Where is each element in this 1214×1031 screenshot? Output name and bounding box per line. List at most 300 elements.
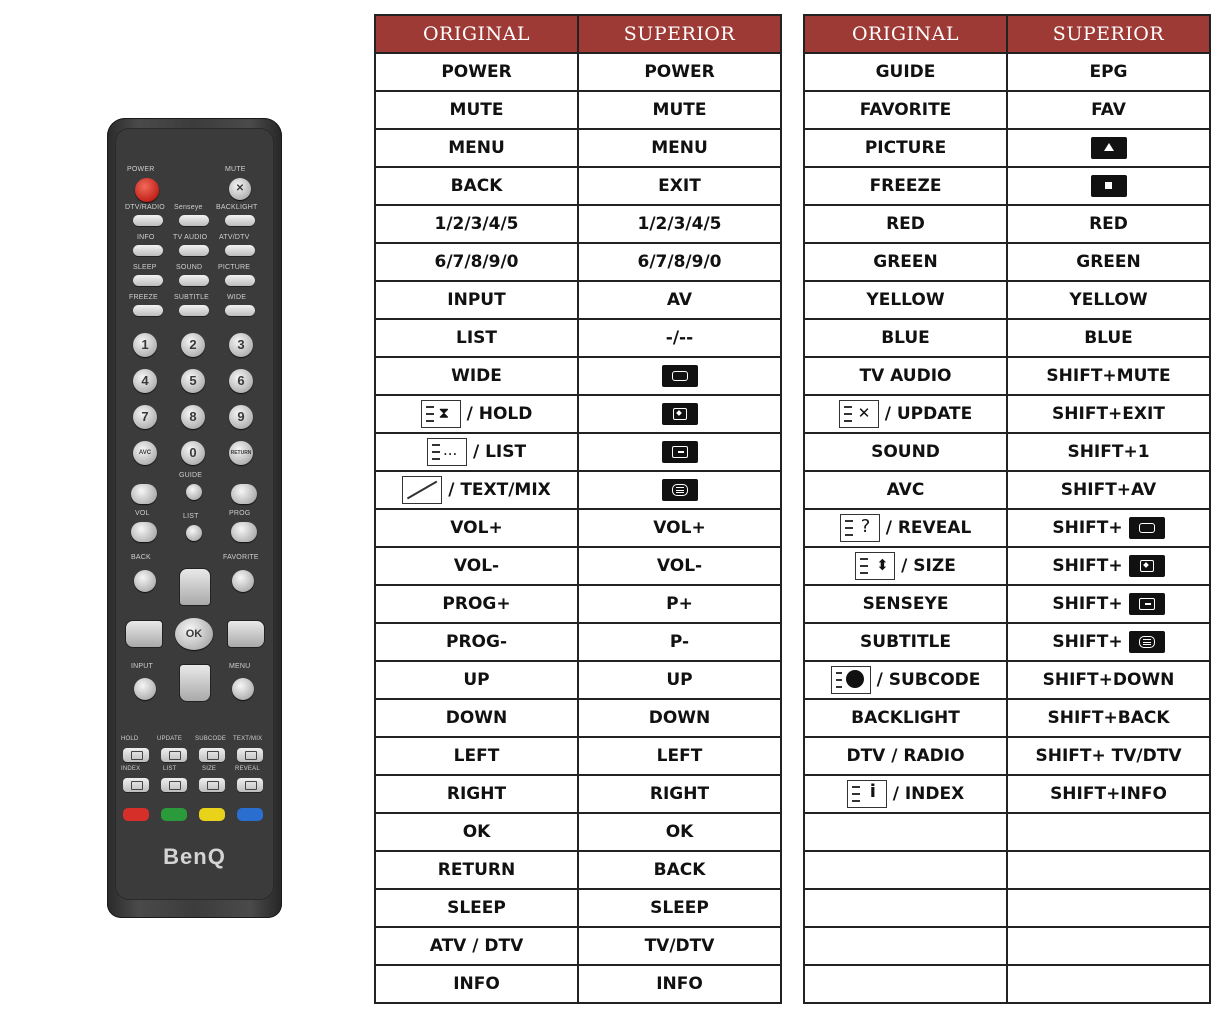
- original-label: SOUND: [871, 442, 940, 462]
- mute-button[interactable]: [229, 178, 251, 200]
- superior-cell: [1007, 889, 1210, 927]
- original-label: INFO: [453, 974, 500, 994]
- index-button[interactable]: [123, 778, 149, 792]
- atv-dtv-button[interactable]: [225, 245, 255, 256]
- original-cell: [375, 395, 578, 433]
- update-label: UPDATE: [157, 736, 183, 742]
- original-cell: [375, 623, 578, 661]
- hold-button[interactable]: [123, 748, 149, 762]
- superior-label: BACK: [653, 860, 706, 880]
- table-row: [804, 243, 1210, 281]
- original-cell: [375, 167, 578, 205]
- superior-cell: [578, 281, 781, 319]
- original-label: AVC: [886, 480, 925, 500]
- superior-label: SHIFT+EXIT: [1052, 404, 1165, 424]
- sound-label: SOUND: [176, 264, 203, 271]
- table-row: [375, 129, 781, 167]
- up-arrow-button[interactable]: [179, 568, 211, 606]
- superior-cell: [578, 737, 781, 775]
- original-label: YELLOW: [866, 290, 945, 310]
- wide-block-icon: [662, 365, 698, 387]
- teletext-list-icon: ...: [427, 438, 467, 466]
- table-row: [375, 547, 781, 585]
- backlight-button[interactable]: [225, 215, 255, 226]
- original-label: PROG-: [445, 632, 507, 652]
- tv-audio-button[interactable]: [179, 245, 209, 256]
- superior-cell: [1007, 91, 1210, 129]
- table-row: [375, 775, 781, 813]
- subtitle-button[interactable]: [179, 305, 209, 316]
- superior-label: VOL-: [656, 556, 703, 576]
- superior-label: LEFT: [656, 746, 703, 766]
- superior-cell: [578, 395, 781, 433]
- superior-cell: [1007, 927, 1210, 965]
- table-row: [375, 205, 781, 243]
- superior-label: OK: [665, 822, 694, 842]
- superior-label: DOWN: [648, 708, 711, 728]
- digit-5-button[interactable]: 5: [181, 369, 205, 393]
- original-label: SENSEYE: [862, 594, 949, 614]
- original-cell: [804, 889, 1007, 927]
- list-label: LIST: [183, 513, 199, 520]
- tv-audio-label: TV AUDIO: [173, 234, 208, 241]
- vol-up-button[interactable]: [131, 484, 157, 504]
- superior-cell: [1007, 965, 1210, 1003]
- teletext-subcode-icon: [831, 666, 871, 694]
- original-label: DOWN: [445, 708, 508, 728]
- table-row: [804, 775, 1210, 813]
- superior-cell: [578, 889, 781, 927]
- superior-cell: [1007, 509, 1210, 547]
- original-label: VOL+: [450, 518, 503, 538]
- left-arrow-button[interactable]: [125, 620, 163, 648]
- sleep-button[interactable]: [133, 275, 163, 286]
- atv-dtv-label: ATV/DTV: [219, 234, 250, 241]
- list-block-icon: [662, 441, 698, 463]
- superior-cell: [578, 851, 781, 889]
- teletext-index-icon: i: [847, 780, 887, 808]
- digit-8-button[interactable]: 8: [181, 405, 205, 429]
- superior-cell: [1007, 547, 1210, 585]
- table-row: [375, 965, 781, 1003]
- original-label: / TEXT/MIX: [448, 480, 551, 500]
- superior-cell: [1007, 205, 1210, 243]
- original-cell: [804, 623, 1007, 661]
- table-row: [804, 661, 1210, 699]
- original-cell: [804, 471, 1007, 509]
- table-row: [804, 53, 1210, 91]
- superior-cell: [1007, 623, 1210, 661]
- superior-label: FAV: [1091, 100, 1126, 120]
- original-label: POWER: [441, 62, 512, 82]
- superior-label: P+: [666, 594, 693, 614]
- blue-button[interactable]: [237, 808, 263, 821]
- original-cell: [804, 661, 1007, 699]
- superior-cell: [578, 661, 781, 699]
- original-label: ATV / DTV: [429, 936, 524, 956]
- original-label: 1/2/3/4/5: [434, 214, 519, 234]
- picture-button[interactable]: [225, 275, 255, 286]
- table-row: [804, 585, 1210, 623]
- original-label: WIDE: [451, 366, 502, 386]
- original-label: SLEEP: [447, 898, 506, 918]
- superior-label: SHIFT+: [1052, 556, 1123, 576]
- table-header-row: [375, 15, 781, 53]
- original-label: / HOLD: [466, 404, 533, 424]
- power-label: POWER: [127, 166, 155, 173]
- teletext-update-icon: ✕: [839, 400, 879, 428]
- table-row: [804, 471, 1210, 509]
- original-label: FREEZE: [869, 176, 942, 196]
- original-cell: [375, 319, 578, 357]
- original-cell: [804, 813, 1007, 851]
- original-cell: [804, 547, 1007, 585]
- table-row: [375, 737, 781, 775]
- original-label: PICTURE: [864, 138, 947, 158]
- original-label: RETURN: [437, 860, 516, 880]
- original-cell: [375, 433, 578, 471]
- column-header-superior: SUPERIOR: [1007, 15, 1210, 53]
- original-cell: [804, 775, 1007, 813]
- original-label: DTV / RADIO: [846, 746, 965, 766]
- sleep-label: SLEEP: [133, 264, 157, 271]
- table-row: [804, 433, 1210, 471]
- superior-cell: [1007, 53, 1210, 91]
- superior-cell: [1007, 661, 1210, 699]
- textmix-block-icon: [1129, 631, 1165, 653]
- info-label: INFO: [137, 234, 155, 241]
- digit-4-button[interactable]: 4: [133, 369, 157, 393]
- table-row: [804, 813, 1210, 851]
- table-row: [804, 889, 1210, 927]
- picture-label: PICTURE: [218, 264, 251, 271]
- menu-label: MENU: [229, 663, 251, 670]
- senseye-button[interactable]: [179, 215, 209, 226]
- table-row: [804, 205, 1210, 243]
- size-button[interactable]: [199, 778, 225, 792]
- table-row: [804, 965, 1210, 1003]
- superior-label: MUTE: [652, 100, 707, 120]
- superior-label: SHIFT+BACK: [1047, 708, 1170, 728]
- original-cell: [375, 699, 578, 737]
- superior-cell: [578, 623, 781, 661]
- superior-label: SHIFT+INFO: [1050, 784, 1167, 804]
- original-label: LEFT: [453, 746, 500, 766]
- superior-cell: [578, 357, 781, 395]
- input-label: INPUT: [131, 663, 153, 670]
- back-label: BACK: [131, 554, 151, 561]
- textmix-label: TEXT/MIX: [233, 736, 263, 742]
- original-label: RIGHT: [446, 784, 507, 804]
- down-arrow-button[interactable]: [179, 664, 211, 702]
- teletext-hold-icon: ⧗: [421, 400, 461, 428]
- superior-cell: [1007, 851, 1210, 889]
- superior-label: 6/7/8/9/0: [637, 252, 722, 272]
- original-cell: [804, 737, 1007, 775]
- list-block-icon: [1129, 593, 1165, 615]
- table-row: [375, 433, 781, 471]
- prog-up-button[interactable]: [231, 484, 257, 504]
- superior-label: AV: [666, 290, 693, 310]
- table-row: [375, 851, 781, 889]
- table-row: [375, 889, 781, 927]
- original-cell: [375, 509, 578, 547]
- textmix-block-icon: [662, 479, 698, 501]
- freeze-button[interactable]: [133, 305, 163, 316]
- superior-label: -/--: [665, 328, 694, 348]
- superior-label: TV/DTV: [644, 936, 715, 956]
- superior-cell: [578, 547, 781, 585]
- superior-label: SHIFT+: [1052, 518, 1123, 538]
- superior-label: UP: [666, 670, 693, 690]
- original-cell: [804, 965, 1007, 1003]
- original-label: VOL-: [453, 556, 500, 576]
- column-header-original: ORIGINAL: [375, 15, 578, 53]
- guide-label: GUIDE: [179, 472, 203, 479]
- original-cell: [804, 281, 1007, 319]
- superior-cell: [578, 585, 781, 623]
- reveal-button[interactable]: [237, 778, 263, 792]
- original-label: BACK: [450, 176, 503, 196]
- original-label: LIST: [456, 328, 497, 348]
- ok-button[interactable]: OK: [175, 618, 213, 650]
- favorite-label: FAVORITE: [223, 554, 259, 561]
- table-row: [375, 395, 781, 433]
- superior-cell: [1007, 129, 1210, 167]
- original-cell: [804, 129, 1007, 167]
- original-label: / SUBCODE: [876, 670, 981, 690]
- mapping-table-right: [803, 14, 1211, 1004]
- table-row: [804, 509, 1210, 547]
- original-cell: [375, 927, 578, 965]
- superior-cell: [578, 129, 781, 167]
- hold-label: HOLD: [121, 736, 139, 742]
- subcode-button[interactable]: [199, 748, 225, 762]
- size-label: SIZE: [202, 766, 217, 772]
- original-cell: [804, 357, 1007, 395]
- original-cell: [375, 661, 578, 699]
- original-label: UP: [463, 670, 490, 690]
- superior-cell: [1007, 281, 1210, 319]
- up-block-icon: [1091, 137, 1127, 159]
- superior-cell: [578, 813, 781, 851]
- table-row: [375, 585, 781, 623]
- wide-label: WIDE: [227, 294, 247, 301]
- prog-down-button[interactable]: [231, 522, 257, 542]
- superior-cell: [578, 509, 781, 547]
- superior-label: 1/2/3/4/5: [637, 214, 722, 234]
- superior-label: INFO: [656, 974, 703, 994]
- superior-label: EXIT: [658, 176, 701, 196]
- textmix-button[interactable]: [237, 748, 263, 762]
- superior-cell: [1007, 585, 1210, 623]
- original-cell: [375, 281, 578, 319]
- table-row: [375, 243, 781, 281]
- column-header-original: ORIGINAL: [804, 15, 1007, 53]
- update-button[interactable]: [161, 748, 187, 762]
- mute-icon: ✕: [235, 183, 245, 194]
- favorite-button[interactable]: [232, 570, 254, 592]
- superior-cell: [578, 965, 781, 1003]
- superior-label: VOL+: [653, 518, 706, 538]
- original-label: BLUE: [881, 328, 930, 348]
- wide-button[interactable]: [225, 305, 255, 316]
- table-row: [375, 471, 781, 509]
- mapping-table-left: [374, 14, 782, 1004]
- original-label: SUBTITLE: [860, 632, 951, 652]
- remote-control-image: [107, 118, 282, 918]
- superior-cell: [578, 53, 781, 91]
- digit-0-button[interactable]: 0: [181, 441, 205, 465]
- superior-label: GREEN: [1076, 252, 1141, 272]
- superior-label: BLUE: [1084, 328, 1133, 348]
- superior-cell: [578, 471, 781, 509]
- original-label: GUIDE: [875, 62, 936, 82]
- back-button[interactable]: [134, 570, 156, 592]
- table-row: [375, 53, 781, 91]
- digit-7-button[interactable]: 7: [133, 405, 157, 429]
- table-row: [804, 357, 1210, 395]
- superior-cell: [1007, 395, 1210, 433]
- input-button[interactable]: [134, 678, 156, 700]
- table-row: [804, 91, 1210, 129]
- sound-button[interactable]: [179, 275, 209, 286]
- original-label: INPUT: [447, 290, 506, 310]
- table-row: [804, 851, 1210, 889]
- superior-cell: [578, 699, 781, 737]
- superior-label: SHIFT+DOWN: [1042, 670, 1175, 690]
- original-cell: [804, 319, 1007, 357]
- superior-label: MENU: [651, 138, 708, 158]
- original-label: / LIST: [472, 442, 527, 462]
- original-cell: [375, 357, 578, 395]
- reveal-label: REVEAL: [235, 766, 260, 772]
- original-cell: [375, 775, 578, 813]
- original-cell: [375, 585, 578, 623]
- superior-label: SHIFT+ TV/DTV: [1035, 746, 1182, 766]
- original-cell: [375, 471, 578, 509]
- vol-down-button[interactable]: [131, 522, 157, 542]
- digit-9-button[interactable]: 9: [229, 405, 253, 429]
- dtv-radio-label: DTV/RADIO: [125, 204, 165, 211]
- original-cell: [375, 851, 578, 889]
- hold-block-icon: [1129, 555, 1165, 577]
- superior-cell: [1007, 319, 1210, 357]
- superior-label: RED: [1089, 214, 1128, 234]
- original-cell: [375, 129, 578, 167]
- original-cell: [804, 433, 1007, 471]
- table-header-row: [804, 15, 1210, 53]
- original-cell: [804, 91, 1007, 129]
- table-row: [375, 661, 781, 699]
- original-label: / INDEX: [892, 784, 965, 804]
- tt-list-button[interactable]: [161, 778, 187, 792]
- original-cell: [375, 889, 578, 927]
- superior-label: SHIFT+: [1052, 632, 1123, 652]
- original-cell: [375, 965, 578, 1003]
- table-row: [375, 357, 781, 395]
- superior-cell: [578, 927, 781, 965]
- avc-button[interactable]: AVC: [133, 441, 157, 465]
- teletext-mix-icon: [402, 476, 442, 504]
- menu-button[interactable]: [232, 678, 254, 700]
- original-label: PROG+: [442, 594, 511, 614]
- digit-2-button[interactable]: 2: [181, 333, 205, 357]
- power-button[interactable]: [135, 178, 159, 202]
- superior-cell: [1007, 737, 1210, 775]
- original-label: TV AUDIO: [859, 366, 952, 386]
- original-cell: [804, 927, 1007, 965]
- green-button[interactable]: [161, 808, 187, 821]
- original-label: OK: [462, 822, 491, 842]
- superior-cell: [1007, 167, 1210, 205]
- original-cell: [375, 243, 578, 281]
- original-cell: [804, 243, 1007, 281]
- original-label: GREEN: [873, 252, 938, 272]
- superior-label: P-: [669, 632, 690, 652]
- red-button[interactable]: [123, 808, 149, 821]
- table-row: [804, 167, 1210, 205]
- table-row: [804, 927, 1210, 965]
- table-row: [375, 319, 781, 357]
- mute-label: MUTE: [225, 166, 246, 173]
- superior-cell: [578, 433, 781, 471]
- teletext-size-icon: ⬍: [855, 552, 895, 580]
- hold-block-icon: [662, 403, 698, 425]
- return-button[interactable]: RETURN: [229, 441, 253, 465]
- table-row: [804, 547, 1210, 585]
- tt-list-label: LIST: [163, 766, 177, 772]
- superior-label: SHIFT+AV: [1060, 480, 1157, 500]
- digit-3-button[interactable]: 3: [229, 333, 253, 357]
- original-label: 6/7/8/9/0: [434, 252, 519, 272]
- original-label: MUTE: [449, 100, 504, 120]
- table-row: [804, 395, 1210, 433]
- subcode-label: SUBCODE: [195, 736, 227, 742]
- table-row: [375, 91, 781, 129]
- index-label: INDEX: [121, 766, 141, 772]
- table-row: [804, 281, 1210, 319]
- table-row: [375, 623, 781, 661]
- superior-cell: [578, 205, 781, 243]
- dtv-radio-button[interactable]: [133, 215, 163, 226]
- original-cell: [375, 547, 578, 585]
- column-header-superior: SUPERIOR: [578, 15, 781, 53]
- original-cell: [804, 699, 1007, 737]
- subtitle-label: SUBTITLE: [174, 294, 210, 301]
- original-label: MENU: [448, 138, 505, 158]
- table-row: [375, 699, 781, 737]
- guide-button[interactable]: [186, 484, 202, 500]
- superior-label: EPG: [1089, 62, 1128, 82]
- original-cell: [804, 53, 1007, 91]
- digit-6-button[interactable]: 6: [229, 369, 253, 393]
- prog-label: PROG: [229, 510, 251, 517]
- list-button[interactable]: [186, 525, 202, 541]
- yellow-button[interactable]: [199, 808, 225, 821]
- superior-cell: [578, 167, 781, 205]
- right-arrow-button[interactable]: [227, 620, 265, 648]
- senseye-label: Senseye: [174, 204, 203, 211]
- table-row: [804, 129, 1210, 167]
- vol-label: VOL: [135, 510, 150, 517]
- superior-cell: [1007, 471, 1210, 509]
- info-button[interactable]: [133, 245, 163, 256]
- table-row: [804, 623, 1210, 661]
- superior-label: SHIFT+: [1052, 594, 1123, 614]
- wide-block-icon: [1129, 517, 1165, 539]
- digit-1-button[interactable]: 1: [133, 333, 157, 357]
